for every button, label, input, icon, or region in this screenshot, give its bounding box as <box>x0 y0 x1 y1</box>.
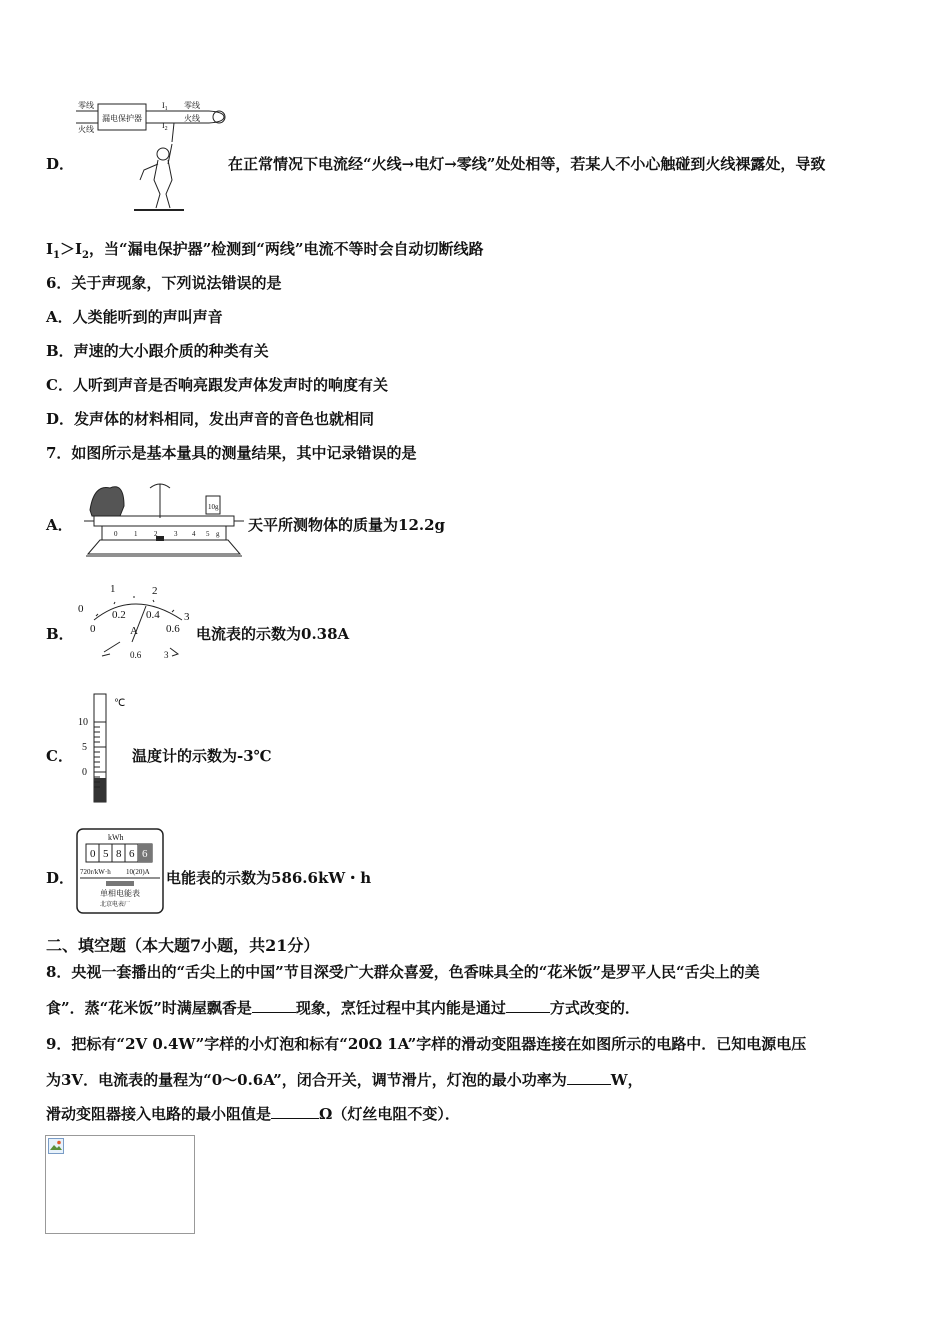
meter-digit-1: 0 <box>90 848 96 860</box>
meter-digit-4: 6 <box>129 848 135 860</box>
fig-i1-label: $I_1$ <box>162 101 168 112</box>
ammeter-outer-1: 1 <box>110 583 116 595</box>
q7-option-c-text: 温度计的示数为-3℃ <box>132 747 272 765</box>
section2-title: 二、填空题（本大题7小题，共21分） <box>46 936 320 955</box>
ammeter-inner-3: 0.6 <box>166 623 180 635</box>
q7-option-a-text: 天平所测物体的质量为12.2g <box>248 516 446 534</box>
ammeter-unit: A <box>130 625 138 637</box>
fig-neutral-label: 零线 <box>78 101 94 110</box>
leakage-protector-figure <box>74 98 234 216</box>
ammeter-outer-2: 2 <box>152 585 158 597</box>
balance-unit: g <box>216 530 220 538</box>
thermometer-tick-10: 10 <box>78 717 88 728</box>
meter-digit-2: 5 <box>103 848 109 860</box>
ammeter-outer-3: 3 <box>184 611 190 623</box>
meter-name: 单相电能表 <box>100 889 140 898</box>
balance-tick-0: 0 <box>114 530 118 538</box>
q9-line1: 9．把标有“2V 0.4W”字样的小灯泡和标有“20Ω 1A”字样的滑动变阻器连接在如图所示的电路中．已知电源电压 <box>46 1035 807 1053</box>
q8-blank-1[interactable] <box>252 998 296 1013</box>
meter-digit-3: 8 <box>116 848 122 860</box>
balance-tick-1: 1 <box>134 530 138 538</box>
fig-neutral-right-label: 零线 <box>184 101 200 110</box>
meter-spec-1: 720r/kW·h <box>80 868 111 876</box>
meter-unit: kWh <box>108 833 124 842</box>
balance-tick-2: 2 <box>154 530 158 538</box>
q6-option-b: B．声速的大小跟介质的种类有关 <box>46 342 269 360</box>
ammeter-terminal-06: 0.6 <box>130 650 142 660</box>
energy-meter-figure <box>76 828 164 914</box>
q6-option-d: D．发声体的材料相同，发出声音的音色也就相同 <box>46 410 375 428</box>
balance-weight-label: 10g <box>208 503 219 511</box>
q7-option-c-label: C． <box>46 747 73 765</box>
fig-device-label: 漏电保护器 <box>102 114 142 123</box>
q9-line2: 为3V．电流表的量程为“0～0.6A”，闭合开关，调节滑片，灯泡的最小功率为 W， <box>46 1071 643 1089</box>
q9-line3: 滑动变阻器接入电路的最小阻值是 Ω（灯丝电阻不变）． <box>46 1105 460 1123</box>
q5-option-d-label: D． <box>46 155 75 173</box>
circuit-image-placeholder <box>45 1135 195 1234</box>
q6-option-a: A．人类能听到的声叫声音 <box>46 308 223 326</box>
fig-i2-label: $I_2$ <box>162 121 168 132</box>
q6-option-c: C．人听到声音是否响亮跟发声体发声时的响度有关 <box>46 376 388 394</box>
q9-blank-1[interactable] <box>567 1070 611 1085</box>
q7-stem: 7．如图所示是基本量具的测量结果，其中记录错误的是 <box>46 444 417 462</box>
fig-live-right-label: 火线 <box>184 114 200 123</box>
q7-option-a-label: A． <box>46 516 73 534</box>
q9-blank-2[interactable] <box>271 1104 319 1119</box>
q7-option-b-label: B． <box>46 625 74 643</box>
ammeter-inner-2: 0.4 <box>146 609 160 621</box>
thermometer-tick-0: 0 <box>82 767 87 778</box>
meter-maker: 北京电表厂 <box>100 902 131 908</box>
meter-spec-2: 10(20)A <box>126 868 150 876</box>
thermometer-unit: ℃ <box>114 698 126 709</box>
meter-digit-5: 6 <box>142 848 148 860</box>
q7-option-d-text: 电能表的示数为586.6kW・h <box>166 869 372 887</box>
fig-live-label: 火线 <box>78 125 94 134</box>
balance-figure <box>80 478 246 562</box>
balance-tick-4: 4 <box>192 530 196 538</box>
balance-tick-5: 5 <box>206 530 210 538</box>
thermometer-figure <box>76 692 132 806</box>
q5-option-d-continuation: $I_1>I_2$，当“漏电保护器”检测到“两线”电流不等时会自动切断线路 <box>46 240 484 261</box>
q7-option-d-label: D． <box>46 869 75 887</box>
q8-blank-2[interactable] <box>506 998 550 1013</box>
q6-stem: 6．关于声现象，下列说法错误的是 <box>46 274 282 292</box>
ammeter-inner-1: 0.2 <box>112 609 126 621</box>
broken-image-icon <box>48 1138 64 1154</box>
thermometer-tick-5: 5 <box>82 742 87 753</box>
q7-option-b-text: 电流表的示数为0.38A <box>196 625 350 643</box>
ammeter-inner-0: 0 <box>90 623 96 635</box>
ammeter-outer-0: 0 <box>78 603 84 615</box>
ammeter-terminal-3: 3 <box>164 650 169 660</box>
ammeter-figure <box>74 580 196 662</box>
balance-tick-3: 3 <box>174 530 178 538</box>
q8-line2: 食”．蒸“花米饭”时满屋飘香是 现象，烹饪过程中其内能是通过 方式改变的． <box>46 999 640 1017</box>
q8-line1: 8．央视一套播出的“舌尖上的中国”节目深受广大群众喜爱，色香味具全的“花米饭”是罗平人民“舌尖上的美 <box>46 963 760 981</box>
q5-option-d-text: 在正常情况下电流经“火线→电灯→零线”处处相等，若某人不小心触碰到火线裸露处，导致 <box>228 155 826 173</box>
